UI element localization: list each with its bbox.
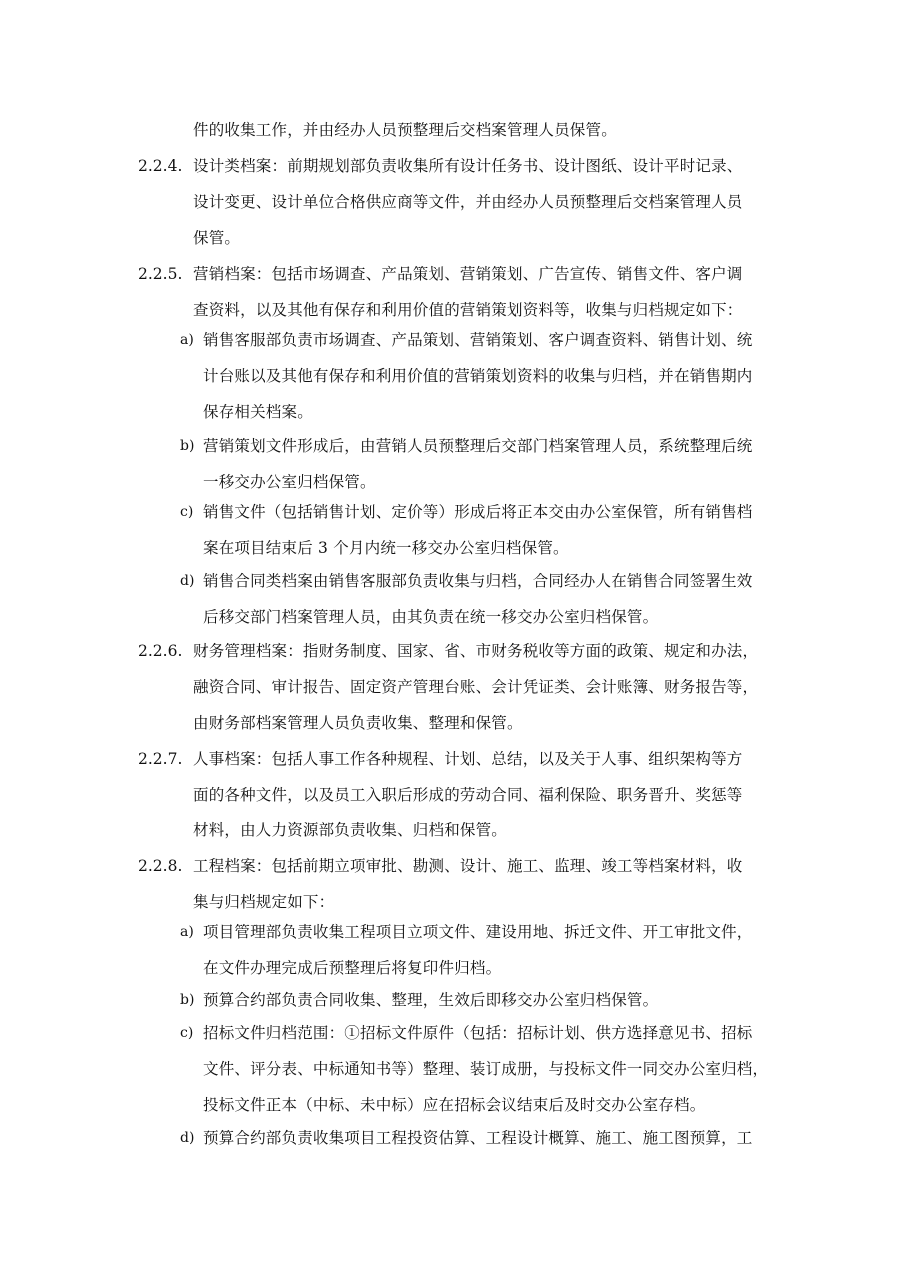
section-number-2-2-4: 2.2.4.: [138, 157, 183, 175]
intro-line-1: 件的收集工作，并由经办人员预整理后交档案管理人员保管。: [193, 121, 617, 139]
list-marker-c: c): [180, 1025, 194, 1041]
list-marker-a: a): [180, 332, 194, 348]
list-item-line: 营销策划文件形成后，由营销人员预整理后交部门档案管理人员，系统整理后统: [203, 437, 753, 455]
section-2-2-4-line-2: 设计变更、设计单位合格供应商等文件，并由经办人员预整理后交档案管理人员: [193, 193, 743, 211]
section-number-2-2-5: 2.2.5.: [138, 265, 183, 283]
list-marker-b: b): [180, 992, 195, 1008]
list-item-line: 预算合约部负责收集项目工程投资估算、工程设计概算、施工、施工图预算，工: [203, 1129, 753, 1147]
list-marker-d: d): [180, 1130, 195, 1146]
list-item-line: 一移交办公室归档保管。: [203, 473, 376, 491]
section-2-2-7-line-1: 人事档案：包括人事工作各种规程、计划、总结，以及关于人事、组织架构等方: [193, 750, 743, 768]
section-2-2-6-line-2: 融资合同、审计报告、固定资产管理台账、会计凭证类、会计账簿、财务报告等，: [193, 678, 759, 696]
list-marker-d: d): [180, 573, 195, 589]
list-item-line: 保存相关档案。: [203, 403, 313, 421]
section-2-2-6-line-3: 由财务部档案管理人员负责收集、整理和保管。: [193, 714, 523, 732]
list-item-line: 预算合约部负责合同收集、整理，生效后即移交办公室归档保管。: [203, 991, 659, 1009]
list-marker-c: c): [180, 504, 194, 520]
list-item-line: 计台账以及其他有保存和利用价值的营销策划资料的收集与归档，并在销售期内: [203, 367, 753, 385]
list-item-line: 在文件办理完成后预整理后将复印件归档。: [203, 959, 502, 977]
list-item-line: 销售合同类档案由销售客服部负责收集与归档，合同经办人在销售合同签署生效: [203, 572, 753, 590]
list-item-line: 销售客服部负责市场调查、产品策划、营销策划、客户调查资料、销售计划、统: [203, 331, 753, 349]
list-item-line: 销售文件（包括销售计划、定价等）形成后将正本交由办公室保管，所有销售档: [203, 503, 753, 521]
section-2-2-5-line-2: 查资料，以及其他有保存和利用价值的营销策划资料等，收集与归档规定如下：: [193, 301, 743, 319]
section-number-2-2-6: 2.2.6.: [138, 642, 183, 660]
list-item-line: 文件、评分表、中标通知书等）整理、装订成册，与投标文件一同交办公室归档，: [203, 1060, 769, 1078]
section-2-2-4-line-3: 保管。: [193, 229, 241, 247]
section-2-2-4-line-1: 设计类档案：前期规划部负责收集所有设计任务书、设计图纸、设计平时记录、: [193, 157, 743, 175]
list-item-line: 项目管理部负责收集工程项目立项文件、建设用地、拆迁文件、开工审批文件，: [203, 923, 753, 941]
list-marker-a: a): [180, 924, 194, 940]
section-number-2-2-8: 2.2.8.: [138, 857, 183, 875]
section-number-2-2-7: 2.2.7.: [138, 750, 183, 768]
section-2-2-8-line-1: 工程档案：包括前期立项审批、勘测、设计、施工、监理、竣工等档案材料，收: [193, 857, 743, 875]
list-item-line: 投标文件正本（中标、未中标）应在招标会议结束后及时交办公室存档。: [203, 1096, 706, 1114]
section-2-2-7-line-2: 面的各种文件，以及员工入职后形成的劳动合同、福利保险、职务晋升、奖惩等: [193, 786, 743, 804]
section-2-2-6-line-1: 财务管理档案：指财务制度、国家、省、市财务税收等方面的政策、规定和办法，: [193, 642, 759, 660]
list-marker-b: b): [180, 438, 195, 454]
list-item-line: 案在项目结束后 3 个月内统一移交办公室归档保管。: [203, 539, 569, 557]
section-2-2-8-line-2: 集与归档规定如下：: [193, 893, 335, 911]
section-2-2-7-line-3: 材料，由人力资源部负责收集、归档和保管。: [193, 821, 508, 839]
section-2-2-5-line-1: 营销档案：包括市场调查、产品策划、营销策划、广告宣传、销售文件、客户调: [193, 265, 743, 283]
list-item-line: 后移交部门档案管理人员，由其负责在统一移交办公室归档保管。: [203, 608, 659, 626]
list-item-line: 招标文件归档范围：①招标文件原件（包括：招标计划、供方选择意见书、招标: [203, 1024, 753, 1042]
